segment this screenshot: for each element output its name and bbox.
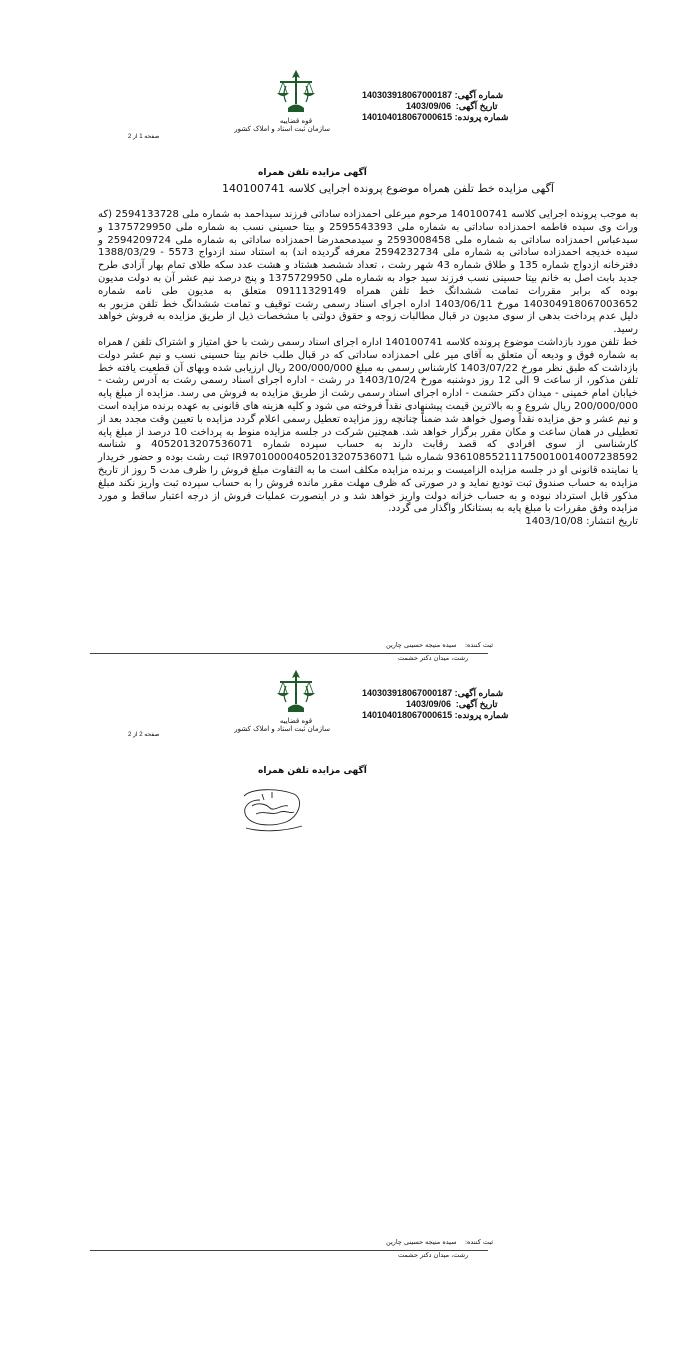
- publish-date-value: 1403/10/08: [525, 516, 583, 528]
- seal-line-1: قوه قضاییه: [279, 717, 313, 725]
- scales-of-justice-icon: [274, 68, 318, 116]
- seal-line-2: سازمان ثبت اسناد و املاک کشور: [234, 725, 330, 733]
- ad-number-label: شماره آگهی:: [454, 688, 504, 698]
- judiciary-seal: [234, 68, 330, 133]
- signature-block: [386, 641, 493, 650]
- file-number-value: 140104018067000615: [362, 710, 453, 720]
- ad-date-row: [362, 101, 508, 112]
- seal-line-2: سازمان ثبت اسناد و املاک کشور: [234, 125, 330, 133]
- publish-date-line: [98, 516, 638, 529]
- location-line: رشت، میدان دکتر حشمت: [398, 1251, 469, 1259]
- publish-date-label: تاریخ انتشار:: [586, 516, 638, 528]
- ad-date-value: 1403/09/06: [406, 699, 452, 709]
- ad-date-value: 1403/09/06: [406, 101, 452, 111]
- ad-number-label: شماره آگهی:: [454, 90, 504, 100]
- location-line: رشت، میدان دکتر حشمت: [398, 654, 469, 662]
- ad-subtitle: آگهی مزایده خط تلفن همراه موضوع پرونده اجرایی کلاسه 140100741: [222, 182, 554, 195]
- registrar-label: ثبت کننده:: [464, 1238, 494, 1246]
- file-number-row: [362, 710, 508, 721]
- page-title: آگهی مزایده تلفن همراه: [258, 766, 367, 776]
- ad-date-row: [362, 699, 508, 710]
- scales-of-justice-icon: [274, 668, 318, 716]
- seal-line-1: قوه قضاییه: [279, 117, 313, 125]
- ad-number-row: [362, 90, 508, 101]
- registrar-name: سیده منیجه حسینی چارین: [386, 1238, 457, 1246]
- judiciary-seal: [234, 668, 330, 733]
- page-number: صفحه 2 از 2: [128, 732, 160, 738]
- ad-meta-block: [362, 688, 508, 721]
- ad-number-value: 140303918067000187: [362, 90, 453, 100]
- handwritten-signature: [238, 786, 308, 840]
- ad-date-label: تاریخ آگهی:: [455, 101, 498, 111]
- ad-number-row: [362, 688, 508, 699]
- file-number-label: شماره پرونده:: [454, 112, 509, 122]
- ad-meta-block: [362, 90, 508, 123]
- file-number-row: [362, 112, 508, 123]
- ad-number-value: 140303918067000187: [362, 688, 453, 698]
- body-paragraph: خط تلفن مورد بازداشت موضوع پرونده کلاسه 140100741 اداره اجرای اسناد رسمی رشت با حق امتیاز و اشتراک تلفن / همراه به شماره فوق و ودیعه آن متعلق به آقای میر علی احمدزاده ساداتی که در قبال طلب خانم بیتا حسینی نسب و نیم عشر دولت بازداشت که طبق نظر مورخ 1403/07/22 کارشناس رسمی به مبلغ 200/000/000 ریال ارزیابی شده وبهای آن قطعیت یافته خط تلفن مذکور، از ساعت 9 الی 12 روز دوشنبه مورخ 1403/10/24 در رشت - اداره اجرای اسناد رسمی رشت به آدرس رشت - خیابان امام خمینی - میدان دکتر حشمت - اداره اجرای اسناد رسمی رشت از طریق مزایده به فروش می رسد. مزایده از مبلغ پایه 200/000/000 ریال شروع و به بالاترین قیمت پیشنهادی نقداً فروخته می شود و کلیه هزینه های قانونی به عهده برنده مزایده است و نیم عشر و حق مزایده نقداً وصول خواهد شد ضمناً چنانچه روز مزایده تعطیل رسمی اعلام گردد مزایده با تعیین وقت مجدد بعد از تعطیلی در همان ساعت و مکان مقرر برگزار خواهد شد. همچنین شرکت در جلسه مزایده منوط به پرداخت 10 درصد از مبلغ پایه کارشناسی از سوی افرادی که قصد رقابت دارند به حساب سپرده شماره 4052013207536071 و شناسه 936108552111750010014007238592 شماره شبا IR970100004052013207536071 ثبت رشت بوده و حضور خریدار یا نماینده قانونی او در جلسه مزایده الزامیست و برنده مزایده مکلف است ما به التفاوت مبلغ فروش را ظرف مدت 5 روز از تاریخ مزایده به حساب صندوق ثبت تودیع نماید و در صورتی که ظرف مهلت مقرر مانده فروش را به حساب سپرده ثبت واریز نکند مبلغ مذکور قابل استرداد نبوده و به حساب خزانه دولت واریز خواهد شد و در اینصورت عملیات فروش از درجه اعتبار ساقط و مورد مزایده وفق مقررات با مبلغ پایه به بستانکار واگذار می گردد.: [98, 336, 638, 515]
- body-paragraph: به موجب پرونده اجرایی کلاسه 140100741 مرحوم میرعلی احمدزاده ساداتی فرزند سیداحمد به شماره ملی 2594133728 (که وراث وی سیده فاطمه احمدزاده ساداتی به شماره ملی 2595543393 و بیتا حسینی نسب به شماره ملی 1375729950 و سیدعباس احمدزاده ساداتی به شماره ملی 2593008458 و سیدمحمدرضا احمدزاده ساداتی به شماره ملی 2594209724 و سیده خدیجه احمدزاده ساداتی به شماره ملی 2594232734 معرفه گردیده اند) به استناد سند ازدواج 5573 - 1388/03/29 دفترخانه ازدواج شماره 135 و طلاق شماره 43 شهر رشت ، تعداد ششصد هشتاد و هشت عدد سکه طلای تمام بهار آزادی طرح جدید بابت اصل به خانم بیتا حسینی نسب فرزند سید جواد به شماره ملی 1375729950 و پنج درصد نیم عشر آن به دولت مدیون بوده که برابر مقررات تمامت ششدانگ خط تلفن همراه 09111329149 متعلق به مدیون طی نامه شماره 140304918067003652 مورخ 1403/06/11 اداره اجرای اسناد رسمی رشت توقیف و تمامت ششدانگ خط تلفن مزبور به دلیل عدم پرداخت بدهی از سوی مدیون در قبال مطالبات زوجه و حقوق دولتی با مشخصات ذیل از طریق مزایده به فروش خواهد رسید.: [98, 209, 639, 336]
- file-number-label: شماره پرونده:: [454, 710, 509, 720]
- page-number: صفحه 1 از 2: [128, 134, 160, 140]
- registrar-label: ثبت کننده:: [464, 641, 494, 649]
- ad-date-label: تاریخ آگهی:: [455, 699, 498, 709]
- signature-block: [386, 1238, 493, 1247]
- file-number-value: 140104018067000615: [362, 112, 453, 122]
- ad-body: [98, 209, 638, 529]
- registrar-name: سیده منیجه حسینی چارین: [386, 641, 457, 649]
- page-title: آگهی مزایده تلفن همراه: [258, 168, 367, 178]
